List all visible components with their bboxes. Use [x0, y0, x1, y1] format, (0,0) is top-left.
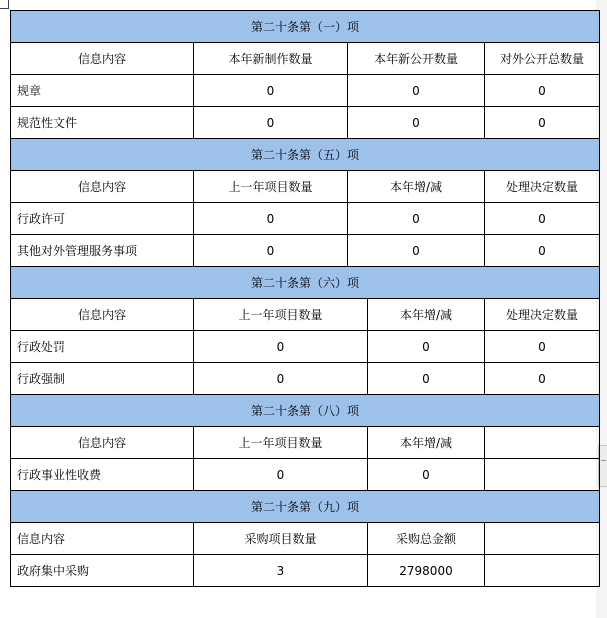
table-cell: 3: [194, 555, 368, 587]
section-title-row: [11, 395, 600, 427]
header-cell: 本年增/减: [368, 299, 485, 331]
table-cell: 0: [194, 235, 348, 267]
row-label: 行政处罚: [11, 331, 194, 363]
table-cell: 0: [368, 331, 485, 363]
header-cell: 处理决定数量: [485, 171, 600, 203]
table-cell: 0: [485, 203, 600, 235]
table-cell: [485, 555, 600, 587]
section-title: 第二十条第（八）项: [11, 395, 600, 427]
table-row: [11, 75, 600, 107]
table-cell: 0: [194, 75, 348, 107]
header-cell: 信息内容: [11, 299, 194, 331]
table-row: [11, 107, 600, 139]
table-cell: 0: [368, 363, 485, 395]
header-cell: 本年增/减: [368, 427, 485, 459]
table-cell: [485, 459, 600, 491]
header-cell: 上一年项目数量: [194, 299, 368, 331]
table-cell: 0: [368, 459, 485, 491]
header-cell: 对外公开总数量: [485, 43, 600, 75]
row-label: 行政事业性收费: [11, 459, 194, 491]
row-label: 其他对外管理服务事项: [11, 235, 194, 267]
table-cell: 0: [194, 203, 348, 235]
table-row: [11, 363, 600, 395]
table-cell: 0: [194, 331, 368, 363]
header-row: [11, 171, 600, 203]
header-cell: 信息内容: [11, 427, 194, 459]
header-cell: 本年新公开数量: [348, 43, 485, 75]
table-row: [11, 459, 600, 491]
row-label: 行政强制: [11, 363, 194, 395]
header-cell: [485, 427, 600, 459]
section-title: 第二十条第（一）项: [11, 11, 600, 43]
table-row: [11, 203, 600, 235]
header-cell: 采购项目数量: [194, 523, 368, 555]
header-row: [11, 43, 600, 75]
table-cell: 0: [485, 363, 600, 395]
header-cell: 信息内容: [11, 43, 194, 75]
table-cell: 0: [348, 203, 485, 235]
section-title: 第二十条第（九）项: [11, 491, 600, 523]
table-cell: 0: [348, 107, 485, 139]
header-cell: 处理决定数量: [485, 299, 600, 331]
row-label: 规范性文件: [11, 107, 194, 139]
corner-mark: [0, 0, 9, 9]
table-cell: 0: [348, 235, 485, 267]
table-cell: 0: [194, 459, 368, 491]
table-cell: 0: [485, 107, 600, 139]
table-cell: 0: [194, 363, 368, 395]
section-title-row: [11, 139, 600, 171]
row-label: 规章: [11, 75, 194, 107]
row-label: 政府集中采购: [11, 555, 194, 587]
table-cell: 0: [194, 107, 348, 139]
disclosure-table: [10, 10, 600, 587]
header-cell: 本年增/减: [348, 171, 485, 203]
section-title: 第二十条第（六）项: [11, 267, 600, 299]
table-cell: 0: [485, 235, 600, 267]
table-cell: 2798000: [368, 555, 485, 587]
header-cell: 信息内容: [11, 171, 194, 203]
header-cell: 信息内容: [11, 523, 194, 555]
table-row: [11, 235, 600, 267]
section-title-row: [11, 491, 600, 523]
section-title-row: [11, 11, 600, 43]
header-row: [11, 523, 600, 555]
section-title: 第二十条第（五）项: [11, 139, 600, 171]
table-cell: 0: [348, 75, 485, 107]
table-row: [11, 555, 600, 587]
header-cell: 本年新制作数量: [194, 43, 348, 75]
header-cell: [485, 523, 600, 555]
header-cell: 上一年项目数量: [194, 171, 348, 203]
header-cell: 采购总金额: [368, 523, 485, 555]
section-title-row: [11, 267, 600, 299]
table-cell: 0: [485, 331, 600, 363]
header-cell: 上一年项目数量: [194, 427, 368, 459]
table-cell: 0: [485, 75, 600, 107]
table-row: [11, 331, 600, 363]
header-row: [11, 427, 600, 459]
row-label: 行政许可: [11, 203, 194, 235]
header-row: [11, 299, 600, 331]
